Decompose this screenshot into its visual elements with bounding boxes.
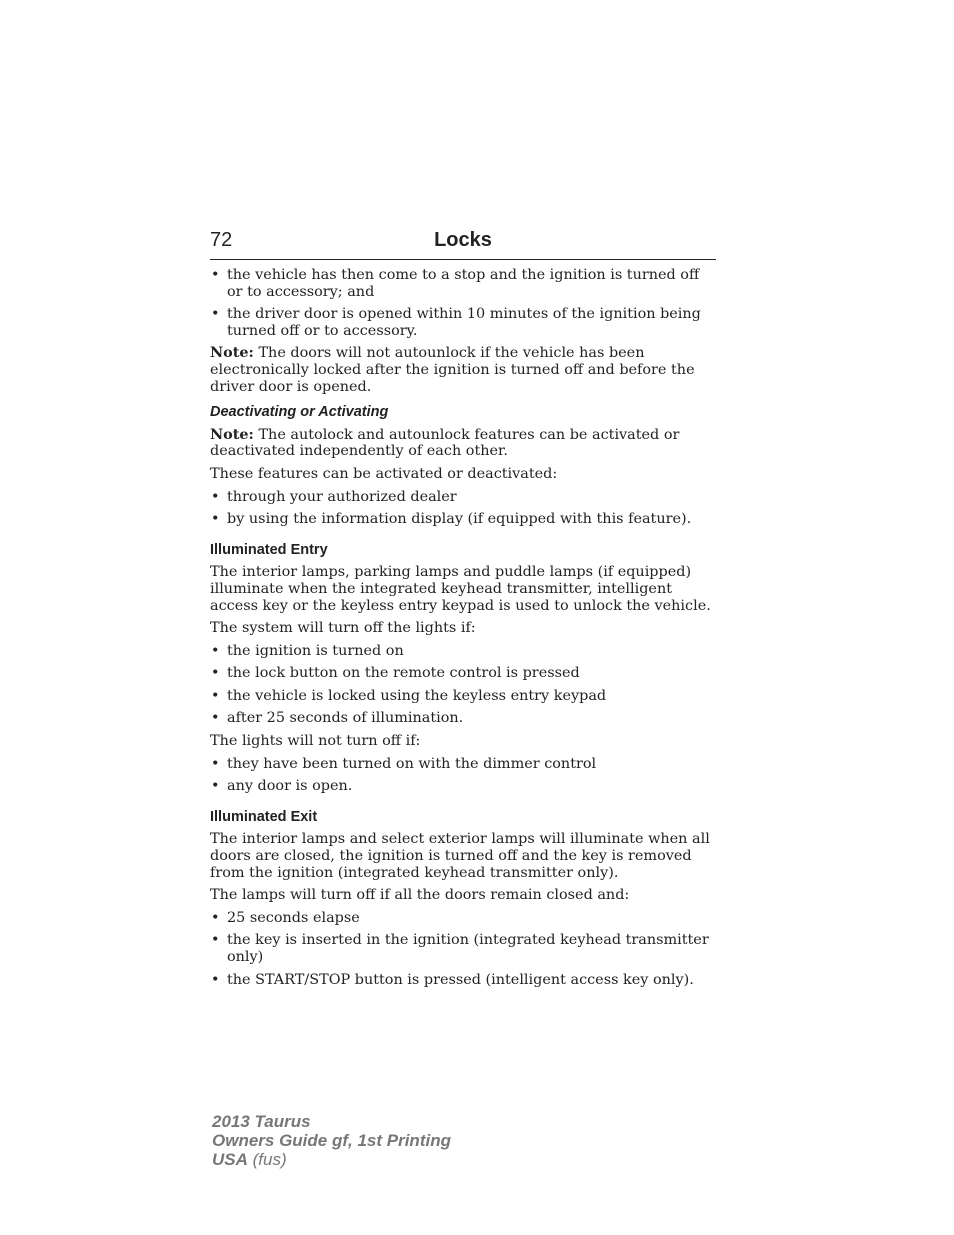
list-item: • the vehicle has then come to a stop and the ignition is turned off or to accessory; and bbox=[211, 267, 700, 300]
bullet-icon: • bbox=[211, 306, 220, 323]
list-item: • by using the information display (if equipped with this feature). bbox=[211, 511, 692, 528]
bullet-icon: • bbox=[211, 642, 220, 659]
footer-edition: Owners Guide gf, 1st Printing bbox=[212, 1131, 451, 1150]
deactivating-note: Note: The autolock and autounlock features can be activated or deactivated independently of each other. bbox=[210, 425, 680, 460]
bullet-icon: • bbox=[211, 778, 220, 795]
illuminated-entry-heading: Illuminated Entry bbox=[210, 541, 328, 558]
list-item: • they have been turned on with the dimmer control bbox=[211, 755, 597, 772]
bullet-icon: • bbox=[211, 971, 220, 988]
list-item: • the vehicle is locked using the keyless entry keypad bbox=[211, 687, 607, 704]
lights-not-off-intro: The lights will not turn off if: bbox=[210, 733, 421, 750]
footer-region: USA (fus) bbox=[212, 1150, 287, 1169]
bullet-icon: • bbox=[211, 488, 220, 505]
bullet-icon: • bbox=[211, 267, 220, 283]
list-item: • 25 seconds elapse bbox=[211, 909, 360, 926]
list-item: • after 25 seconds of illumination. bbox=[211, 710, 464, 727]
page-number: 72 bbox=[210, 229, 233, 251]
autounlock-note: Note: The doors will not autounlock if the vehicle has been electronically locked after the ignition is turned off and before the driver door is opened. bbox=[210, 344, 695, 395]
page-content bbox=[210, 267, 716, 994]
illuminated-exit-paragraph: The interior lamps and select exterior lamps will illuminate when all doors are closed, the ignition is turned off and the key is removed from the ignition (integrated keyhead transmitter only). bbox=[210, 831, 710, 881]
note-label: Note: bbox=[210, 344, 254, 362]
bullet-icon: • bbox=[211, 710, 220, 727]
section-title: Locks bbox=[434, 229, 492, 251]
lights-off-intro: The system will turn off the lights if: bbox=[210, 620, 476, 637]
bullet-icon: • bbox=[211, 665, 220, 682]
footer-model: 2013 Taurus bbox=[212, 1112, 311, 1131]
list-item: • the key is inserted in the ignition (integrated keyhead transmitter only) bbox=[211, 932, 709, 965]
bullet-icon: • bbox=[211, 909, 220, 926]
note-label: Note: bbox=[210, 425, 254, 443]
bullet-icon: • bbox=[211, 511, 220, 528]
list-item: • any door is open. bbox=[211, 778, 353, 795]
deactivating-heading: Deactivating or Activating bbox=[210, 404, 389, 421]
list-item: • through your authorized dealer bbox=[211, 488, 457, 505]
deactivating-intro: These features can be activated or deactivated: bbox=[210, 465, 558, 482]
illuminated-entry-paragraph: The interior lamps, parking lamps and puddle lamps (if equipped) illuminate when the integrated keyhead transmitter, intelligent access key or the keyless entry keypad is used to unlock the vehicle. bbox=[210, 564, 711, 614]
document-footer bbox=[212, 1112, 451, 1169]
lamps-off-intro: The lamps will turn off if all the doors remain closed and: bbox=[210, 887, 630, 904]
illuminated-exit-heading: Illuminated Exit bbox=[210, 808, 318, 825]
list-item: • the START/STOP button is pressed (intelligent access key only). bbox=[211, 971, 694, 988]
list-item: • the lock button on the remote control is pressed bbox=[211, 665, 580, 682]
bullet-icon: • bbox=[211, 755, 220, 772]
bullet-icon: • bbox=[211, 932, 220, 949]
list-item: • the ignition is turned on bbox=[211, 642, 404, 659]
bullet-icon: • bbox=[211, 687, 220, 704]
list-item: • the driver door is opened within 10 minutes of the ignition being turned off or to accessory. bbox=[211, 306, 701, 339]
page-header bbox=[210, 229, 716, 260]
